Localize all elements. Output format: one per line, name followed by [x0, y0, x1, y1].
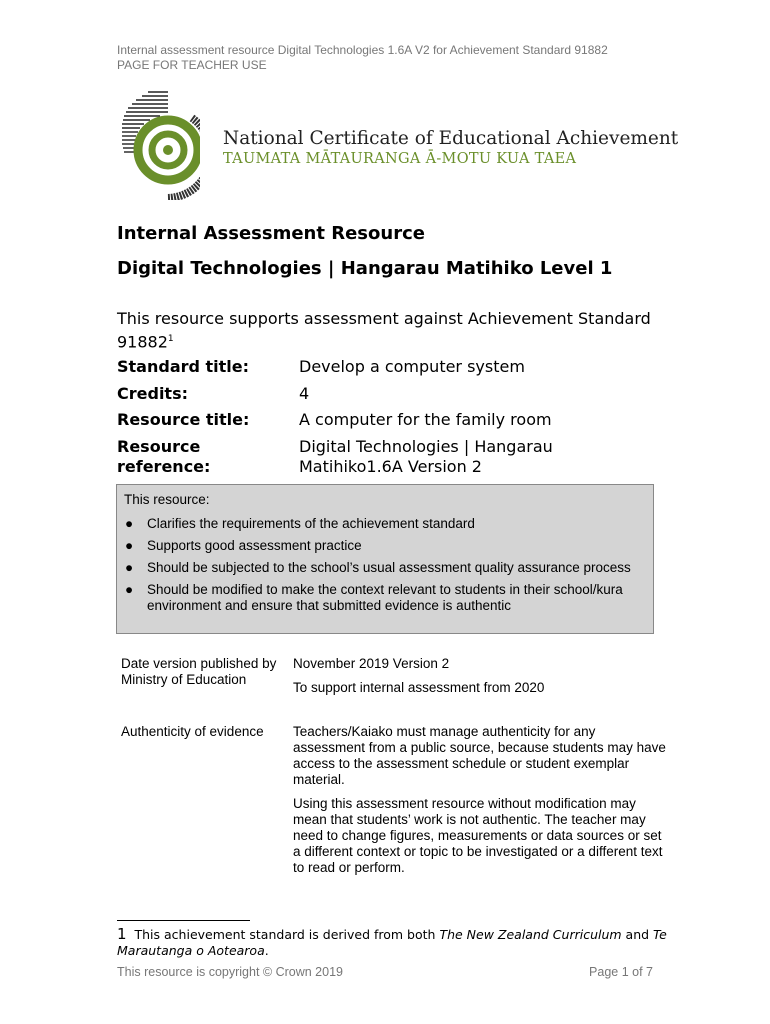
list-item	[125, 560, 645, 576]
detail-resource-title	[117, 410, 599, 430]
table-label: Date version published by Ministry of Education	[121, 656, 277, 687]
footnote-italic: Te Marautanga o Aotearoa	[117, 927, 667, 958]
table-row	[121, 724, 671, 884]
list-item	[125, 582, 645, 614]
document-title: Internal Assessment Resource	[117, 223, 425, 244]
logo-maori-text: TAUMATA MĀTAURANGA Ā-MOTU KUA TAEA	[223, 151, 577, 167]
footnote	[117, 926, 677, 959]
detail-label: Resource title:	[117, 410, 250, 429]
detail-standard-title	[117, 357, 599, 377]
footnote-number: 1	[117, 925, 127, 943]
list-item-text: Supports good assessment practice	[147, 538, 362, 553]
footnote-ref[interactable]: 1	[167, 334, 174, 344]
intro-text: This resource supports assessment against Achievement Standard 91882	[117, 309, 651, 352]
list-item	[125, 516, 645, 532]
table-row	[121, 656, 671, 704]
detail-label: Resource reference:	[117, 437, 211, 476]
detail-resource-reference	[117, 437, 569, 477]
page-number: Page 1 of 7	[589, 965, 653, 979]
detail-value: 4	[299, 384, 310, 403]
bullet-icon: ●	[125, 516, 134, 531]
bullet-icon: ●	[125, 582, 134, 597]
table-value: Teachers/Kaiako must manage authenticity for any assessment from a public source, because students may have access to the assessment schedule or student exemplar material.	[293, 724, 666, 787]
page-header	[117, 43, 608, 73]
bullet-icon: ●	[125, 560, 134, 575]
table-value: To support internal assessment from 2020	[293, 680, 545, 695]
footnote-text: and	[621, 927, 654, 942]
intro-paragraph	[117, 309, 677, 352]
footnote-text: .	[264, 943, 269, 958]
detail-value: A computer for the family room	[299, 410, 552, 429]
table-value: Using this assessment resource without modification may mean that students’ work is not authentic. The teacher may need to change figures, measurements or data sources or set a different context or topic to be investigated or a different text to read or perform.	[293, 796, 663, 875]
ncea-logo	[120, 88, 679, 200]
resource-info-box	[116, 484, 654, 634]
logo-english-text: National Certificate of Educational Achievement	[223, 128, 679, 149]
info-table	[121, 656, 671, 904]
detail-value: Digital Technologies | Hangarau Matihiko1.6A Version 2	[299, 437, 553, 476]
footnote-italic: The New Zealand Curriculum	[439, 927, 622, 942]
document-subtitle: Digital Technologies | Hangarau Matihiko Level 1	[117, 258, 613, 279]
detail-value: Develop a computer system	[299, 357, 525, 376]
table-value: November 2019 Version 2	[293, 656, 450, 671]
ncea-spiral-icon	[120, 88, 200, 200]
bullet-icon: ●	[125, 538, 134, 553]
list-item	[125, 538, 645, 554]
list-item-text: Should be subjected to the school’s usual assessment quality assurance process	[147, 560, 631, 575]
header-line-1: Internal assessment resource Digital Technologies 1.6A V2 for Achievement Standard 91882	[117, 43, 608, 57]
detail-label: Standard title:	[117, 357, 250, 376]
detail-label: Credits:	[117, 384, 188, 403]
copyright-text: This resource is copyright © Crown 2019	[117, 965, 343, 979]
table-label: Authenticity of evidence	[121, 724, 264, 739]
footnote-text: This achievement standard is derived from both	[134, 927, 440, 942]
detail-credits	[117, 384, 599, 404]
box-title: This resource:	[124, 492, 210, 507]
list-item-text: Should be modified to make the context relevant to students in their school/kura environment and ensure that submitted evidence is authentic	[147, 582, 623, 613]
footnote-divider	[117, 920, 250, 921]
list-item-text: Clarifies the requirements of the achievement standard	[147, 516, 475, 531]
header-line-2: PAGE FOR TEACHER USE	[117, 58, 267, 72]
